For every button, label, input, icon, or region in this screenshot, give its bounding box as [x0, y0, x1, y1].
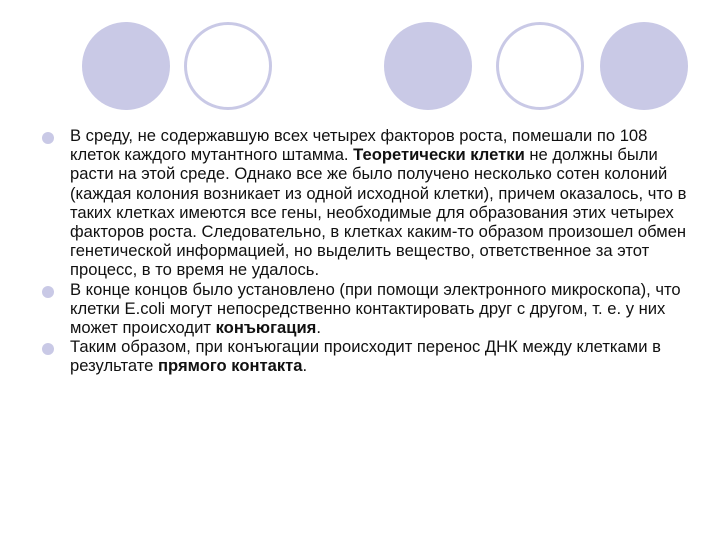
bullet-dot-icon: [42, 343, 54, 355]
bullet-item: [42, 337, 692, 375]
bullet-text: [70, 337, 661, 375]
text-run: В среду, не содержавшую всех четырех факторов роста, помешали по 108 клеток каждого мутантного штамма.: [70, 126, 648, 165]
bullet-dot-icon: [42, 132, 54, 144]
bullet-item: [42, 280, 692, 338]
bold-text-run: Теоретически клетки: [353, 145, 525, 165]
bullet-text: [70, 126, 686, 279]
decorative-circles: [0, 22, 720, 114]
circle-decoration: [496, 22, 584, 110]
slide-content: [42, 126, 692, 376]
bold-text-run: прямого контакта: [158, 356, 303, 376]
text-run: не должны были расти на этой среде. Однако все же было получено несколько сотен колоний (каждая колония возникает из одной исходной клетки), причем оказалось, что в таких клетках имеются все гены, необходимые для образования этих четырех факторов роста. Следовательно, в клетках каким-то образом произошел обмен генетической информацией, но выделить вещество, ответственное за этот процесс, в то время не удалось.: [70, 145, 687, 280]
bullet-list: [42, 126, 692, 376]
circle-decoration: [600, 22, 688, 110]
circle-decoration: [82, 22, 170, 110]
bold-text-run: конъюгация: [215, 318, 317, 338]
bullet-item: [42, 126, 692, 280]
text-run: Таким образом, при конъюгации происходит перенос ДНК между клетками в результате: [70, 337, 661, 376]
bullet-text: [70, 280, 681, 337]
circle-decoration: [184, 22, 272, 110]
text-run: .: [316, 318, 321, 338]
bullet-dot-icon: [42, 286, 54, 298]
circle-decoration: [384, 22, 472, 110]
text-run: В конце концов было установлено (при помощи электронного микроскопа), что клетки E.coli могут непосредственно контактировать друг с другом, т. е. у них может происходит: [70, 279, 681, 338]
text-run: .: [302, 356, 308, 376]
